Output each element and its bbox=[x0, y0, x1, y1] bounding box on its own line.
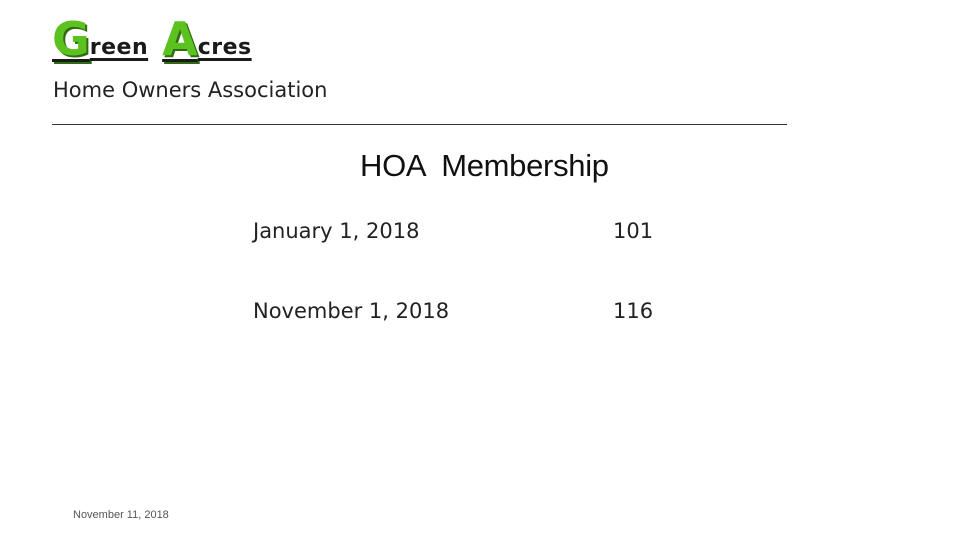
membership-count: 116 bbox=[613, 299, 654, 323]
page-title: HOA Membership bbox=[360, 148, 609, 183]
membership-row bbox=[253, 214, 693, 248]
logo-initial-g: G bbox=[52, 12, 90, 66]
green-acres-logo bbox=[52, 2, 252, 66]
logo-word-acres bbox=[162, 12, 252, 66]
logo-text-cres: cres bbox=[197, 35, 252, 60]
logo-text-reen: reen bbox=[89, 35, 149, 60]
membership-count: 101 bbox=[613, 219, 654, 243]
logo-word-green bbox=[52, 12, 149, 66]
membership-date: January 1, 2018 bbox=[253, 219, 420, 243]
membership-row bbox=[253, 294, 693, 328]
organization-subtitle: Home Owners Association bbox=[53, 78, 328, 102]
membership-date: November 1, 2018 bbox=[253, 299, 450, 323]
header-divider bbox=[52, 124, 787, 125]
logo-initial-a: A bbox=[162, 12, 198, 66]
footer-date: November 11, 2018 bbox=[73, 509, 169, 521]
